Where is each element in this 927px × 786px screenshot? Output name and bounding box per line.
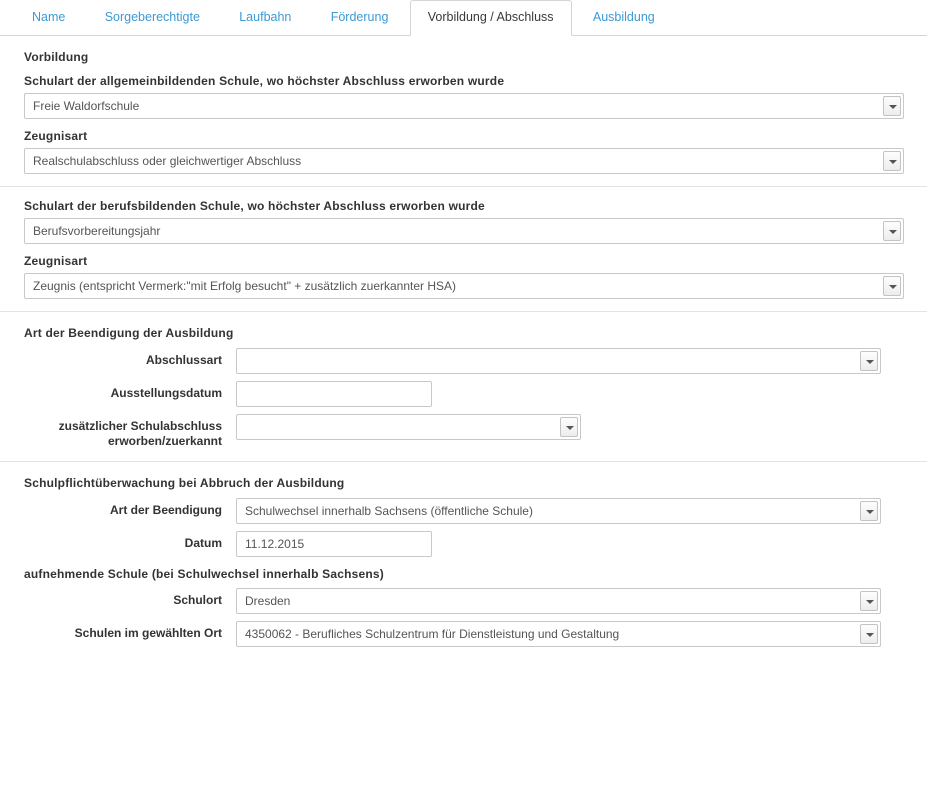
row-abschlussart: [24, 348, 903, 374]
row-art-der-beendigung: [24, 498, 903, 524]
chevron-down-icon[interactable]: [883, 221, 901, 241]
select-schulen-im-gewaehlten-ort[interactable]: [236, 621, 881, 647]
chevron-down-icon[interactable]: [883, 276, 901, 296]
tab-name[interactable]: Name: [32, 10, 66, 24]
chevron-down-icon[interactable]: [560, 417, 578, 437]
tab-foerderung[interactable]: Förderung: [330, 10, 389, 24]
tab-bar: [0, 0, 927, 36]
select-abschlussart[interactable]: [236, 348, 881, 374]
select-allgemein-schulart[interactable]: [24, 93, 904, 119]
select-zusaetzlicher-schulabschluss-value: [237, 415, 580, 425]
section-vorbildung: [0, 36, 927, 187]
chevron-down-icon[interactable]: [883, 151, 901, 171]
tab-laufbahn[interactable]: Laufbahn: [239, 10, 292, 24]
select-allgemein-zeugnisart-value: Realschulabschluss oder gleichwertiger Abschluss: [33, 154, 302, 168]
select-berufsbildend-schulart-value: Berufsvorbereitungsjahr: [33, 224, 161, 238]
tab-content: [0, 36, 927, 659]
section-beendigung-ausbildung: [0, 312, 927, 462]
label-datum: Datum: [184, 536, 222, 550]
select-schulen-im-gewaehlten-ort-value: 4350062 - Berufliches Schulzentrum für Dienstleistung und Gestaltung: [245, 627, 620, 641]
select-art-der-beendigung-value: Schulwechsel innerhalb Sachsens (öffentliche Schule): [245, 504, 533, 518]
row-ausstellungsdatum: [24, 381, 903, 407]
row-schulen-im-gewaehlten-ort: [24, 621, 903, 647]
chevron-down-icon[interactable]: [860, 351, 878, 371]
select-art-der-beendigung[interactable]: [236, 498, 881, 524]
select-schulort-value: Dresden: [245, 594, 291, 608]
chevron-down-icon[interactable]: [860, 501, 878, 521]
tab-ausbildung[interactable]: Ausbildung: [592, 10, 655, 24]
select-berufsbildend-zeugnisart-value: Zeugnis (entspricht Vermerk:"mit Erfolg besucht" + zusätzlich zuerkannter HSA): [33, 279, 457, 293]
section-berufsbildende-schule: [0, 187, 927, 312]
label-aufnehmende-schule: aufnehmende Schule (bei Schulwechsel innerhalb Sachsens): [24, 567, 384, 581]
label-abschlussart: Abschlussart: [145, 353, 222, 367]
section-schulpflichtueberwachung: [0, 462, 927, 659]
input-datum[interactable]: [236, 531, 432, 557]
label-berufsbildend-schulart: Schulart der berufsbildenden Schule, wo höchster Abschluss erworben wurde: [24, 199, 485, 213]
label-schulen-im-gewaehlten-ort: Schulen im gewählten Ort: [74, 626, 222, 640]
input-ausstellungsdatum[interactable]: [236, 381, 432, 407]
beendigung-title: Art der Beendigung der Ausbildung: [24, 326, 234, 340]
chevron-down-icon[interactable]: [860, 624, 878, 644]
vorbildung-title: Vorbildung: [24, 50, 89, 64]
tab-vorbildung-abschluss[interactable]: Vorbildung / Abschluss: [410, 0, 572, 36]
select-zusaetzlicher-schulabschluss[interactable]: [236, 414, 581, 440]
tab-sorgeberechtigte[interactable]: Sorgeberechtigte: [104, 10, 200, 24]
label-allgemein-zeugnisart: Zeugnisart: [24, 129, 88, 143]
label-schulort: Schulort: [173, 593, 222, 607]
chevron-down-icon[interactable]: [860, 591, 878, 611]
select-berufsbildend-schulart[interactable]: [24, 218, 904, 244]
select-allgemein-schulart-value: Freie Waldorfschule: [33, 99, 140, 113]
label-berufsbildend-zeugnisart: Zeugnisart: [24, 254, 88, 268]
label-zusatz-line1: zusätzlicher Schulabschluss: [58, 419, 222, 433]
chevron-down-icon[interactable]: [883, 96, 901, 116]
select-berufsbildend-zeugnisart[interactable]: [24, 273, 904, 299]
row-zusaetzlicher-schulabschluss: [24, 414, 903, 449]
select-schulort[interactable]: [236, 588, 881, 614]
label-zusatz-line2: erworben/zuerkannt: [107, 434, 222, 448]
label-ausstellungsdatum: Ausstellungsdatum: [110, 386, 222, 400]
label-zusaetzlicher-schulabschluss: [24, 414, 236, 449]
row-schulort: [24, 588, 903, 614]
select-abschlussart-value: [237, 349, 880, 359]
row-datum: [24, 531, 903, 557]
schulpflicht-title: Schulpflichtüberwachung bei Abbruch der Ausbildung: [24, 476, 345, 490]
label-allgemein-schulart: Schulart der allgemeinbildenden Schule, wo höchster Abschluss erworben wurde: [24, 74, 505, 88]
label-art-der-beendigung: Art der Beendigung: [109, 503, 222, 517]
select-allgemein-zeugnisart[interactable]: [24, 148, 904, 174]
